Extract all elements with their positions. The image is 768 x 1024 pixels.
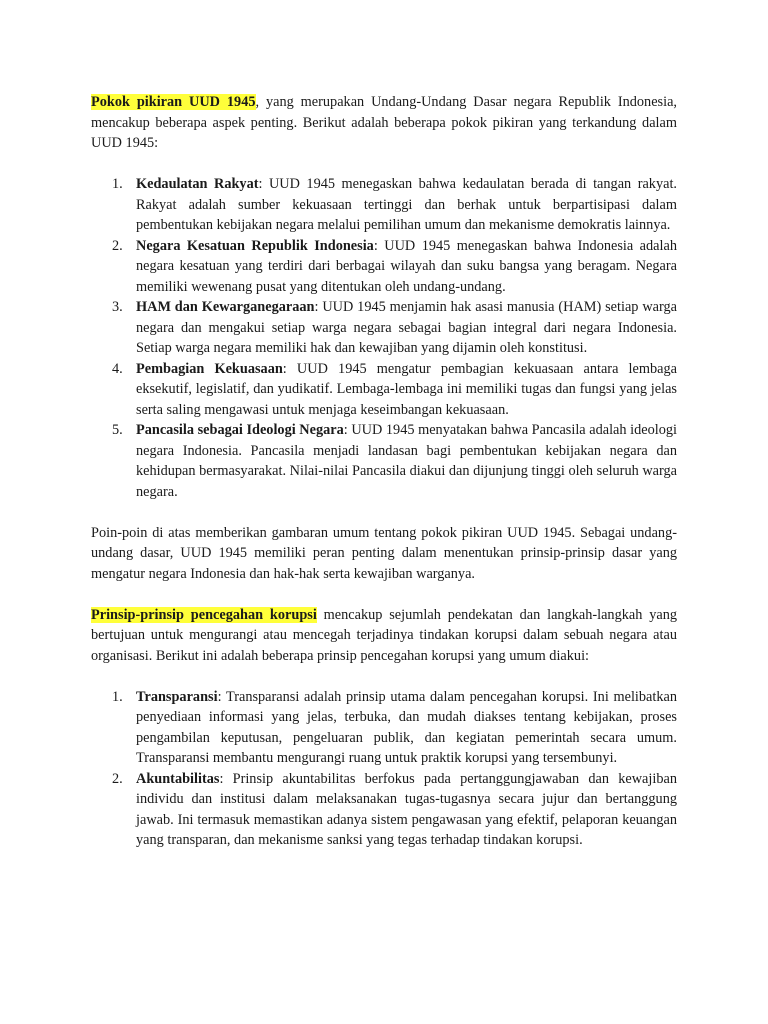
list-text: : UUD 1945 menegaskan bahwa kedaulatan berada di tangan rakyat. Rakyat adalah sumber kekuasaan tertinggi dan berhak untuk berpartisipasi dalam pembentukan kebijakan negara melalui pemilihan umum dan mekanisme demokratis lainnya. [136,176,677,233]
intro-paragraph-uud [91,92,677,154]
highlighted-heading-uud: Pokok pikiran UUD 1945 [91,94,256,110]
list-text: : UUD 1945 menegaskan bahwa Indonesia adalah negara kesatuan yang terdiri dari berbagai wilayah dan suku bangsa yang beragam. Negara memiliki wewenang pusat yang ditentukan oleh undang-undang. [136,237,677,295]
spacer [91,154,677,175]
spacer [91,502,677,523]
highlighted-heading-korupsi: Prinsip-prinsip pencegahan korupsi [91,606,317,623]
list-term: HAM dan Kewarganegaraan [136,299,315,315]
list-item [91,297,677,359]
numbered-list-korupsi [91,687,677,851]
list-number: 2. [112,770,123,787]
spacer [91,584,677,605]
list-item [91,420,677,502]
list-term: Akuntabilitas [136,770,220,787]
list-text: : UUD 1945 mengatur pembagian kekuasaan antara lembaga eksekutif, legislatif, dan yudikatif. Lembaga-lembaga ini memiliki tugas dan fungsi yang jelas serta saling mengawasi untuk menjaga keseimbangan kekuasaan. [136,360,677,418]
list-number: 3. [112,299,123,315]
numbered-list-uud [91,174,677,502]
list-number: 4. [112,360,123,377]
list-term: Negara Kesatuan Republik Indonesia [136,237,374,254]
list-term: Transparansi [136,688,218,705]
list-text: : Transparansi adalah prinsip utama dalam pencegahan korupsi. Ini melibatkan penyediaan informasi yang jelas, terbuka, dan mudah diakses tentang kebijakan, proses pengambilan keputusan, pengeluaran publik, dan kegiatan pemerintah secara umum. Transparansi membantu mengurangi ruang untuk praktik korupsi yang tersembunyi. [136,688,677,766]
list-term: Pancasila sebagai Ideologi Negara [136,422,344,438]
list-number: 5. [112,422,123,438]
intro-paragraph-korupsi [91,605,677,667]
intro-text-uud: , yang merupakan Undang-Undang Dasar negara Republik Indonesia, mencakup beberapa aspek penting. Berikut adalah beberapa pokok pikiran yang terkandung dalam UUD 1945: [91,94,677,151]
list-text: : Prinsip akuntabilitas berfokus pada pertanggungjawaban dan kewajiban individu dan institusi dalam melaksanakan tugas-tugasnya secara jujur dan bertanggung jawab. Ini termasuk memastikan adanya sistem pengawasan yang efektif, pelaporan keuangan yang transparan, dan mekanisme sanksi yang tegas terhadap tindakan korupsi. [136,770,677,848]
intro-text-korupsi: mencakup sejumlah pendekatan dan langkah-langkah yang bertujuan untuk mengurangi atau mencegah terjadinya tindakan korupsi dalam sebuah negara atau organisasi. Berikut ini adalah beberapa prinsip pencegahan korupsi yang umum diakui: [91,606,678,664]
list-term: Kedaulatan Rakyat [136,176,259,192]
list-number: 2. [112,237,123,254]
list-item [91,687,677,769]
summary-paragraph: Poin-poin di atas memberikan gambaran umum tentang pokok pikiran UUD 1945. Sebagai undang-undang dasar, UUD 1945 memiliki peran penting dalam menentukan prinsip-prinsip dasar yang mengatur negara Indonesia dan hak-hak serta kewajiban warganya. [91,524,677,582]
list-number: 1. [112,176,123,192]
list-text: : UUD 1945 menyatakan bahwa Pancasila adalah ideologi negara Indonesia. Pancasila menjadi landasan bagi pembentukan kebijakan negara dan kehidupan bermasyarakat. Nilai-nilai Pancasila diakui dan dijunjung tinggi oleh seluruh warga negara. [136,422,678,500]
list-item [91,236,677,298]
document-page [91,92,677,851]
list-term: Pembagian Kekuasaan [136,360,283,377]
list-item [91,174,677,236]
list-item [91,359,677,421]
spacer [91,666,677,687]
list-item [91,769,677,851]
list-number: 1. [112,688,123,705]
list-text: : UUD 1945 menjamin hak asasi manusia (HAM) setiap warga negara dan mengakui setiap warga negara sebagai bagian integral dari negara Indonesia. Setiap warga negara memiliki hak dan kewajiban yang dijamin oleh konstitusi. [136,299,677,356]
